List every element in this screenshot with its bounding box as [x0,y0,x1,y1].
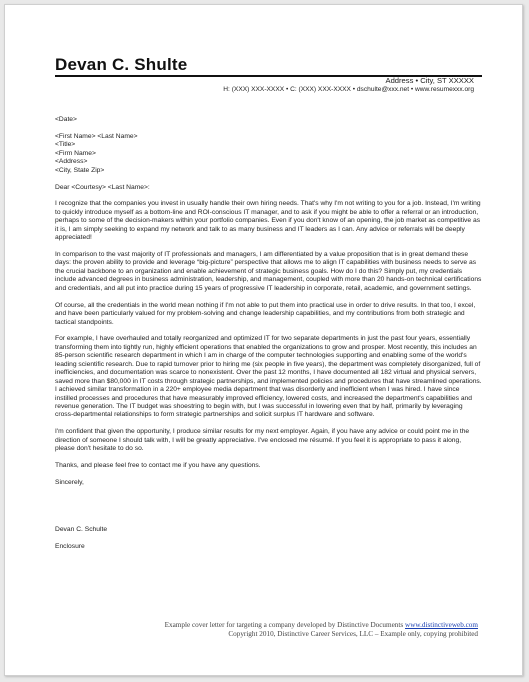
sender-address: Address • City, ST XXXXX [385,76,474,85]
recipient-name: <First Name> <Last Name> [55,132,138,140]
footer [5,621,478,639]
sender-name: Devan C. Shulte [55,55,188,74]
signature-space [55,496,482,526]
sender-contact: H: (XXX) XXX-XXXX • C: (XXX) XXX-XXXX • dschulte@xxx.net • www.resumexxx.org [223,86,474,93]
paragraph-value: In comparison to the vast majority of IT professionals and managers, I am differentiated by a value proposition that is in great demand these days: the proven ability to provide and leverage “big-picture” perspective that allows me to align IT capabilities with business needs to serve as the crucial backbone to an organization and enable achievement of strategic business goals. How do I do this? Simply put, my credentials include advanced degrees in business administration, leadership, and management, coupled with more than 20 hands-on technical certifications and credentials, and all put into practice during 15 years of progressive IT leadership in corporate, retail, academic, and government settings. [55,251,482,292]
footer-credit: Example cover letter for targeting a company developed by Distinctive Documents [164,621,404,629]
paragraph-example: For example, I have overhauled and totally reorganized and optimized IT for two separate departments in just the past four years, essentially transforming them into tightly run, highly efficient operations that enabled the organizations to grow and prosper. Most recently, this includes an 85-person scientific research department in which I am in charge of the computer technologies supporting and enabling some of the world's leading scientific research. Due to rapid turnover prior to hiring me (six people in five years), the department was completely disorganized, full of inefficiencies, and documentation was scarce to nonexistent. Over the past 12 months, I have documented all 182 virtual and physical servers, saved more than $80,000 in IT costs through strategic partnerships, and implemented policies and procedures that have streamlined operations. I achieved similar transformation in a 220+ employee media department that was disorderly and inefficient when I was hired. I have since instilled processes and procedures that have measurably improved efficiency, lowered costs, and increased the department's capabilities and revenue generation. The IT budget was shoestring to begin with, but I was successful in lowering even that by half, primarily by leveraging cross-departmental relationships to form strategic partnerships and solicit surplus IT hardware and software. [55,335,482,419]
footer-copyright: Copyright 2010, Distinctive Career Services, LLC – Example only, copying prohibited [228,630,478,638]
recipient-firm: <Firm Name> [55,149,96,157]
letter-date: <Date> [55,116,77,123]
paragraph-confident: I'm confident that given the opportunity, I produce similar results for my next employer. Again, if you have any advice or could point me in the direction of someone I should talk with, I will be greatly appreciative. I've enclosed me résumé. If you feel it is appropriate to pass it along, please don't hesitate to do so. [55,428,470,453]
recipient-title: <Title> [55,141,76,149]
recipient-block [55,133,482,175]
closing: Sincerely, [55,478,84,486]
recipient-address: <Address> [55,158,88,166]
letter-page [4,4,523,676]
footer-link[interactable]: www.distinctiveweb.com [405,621,478,629]
paragraph-intro: I recognize that the companies you invest in usually handle their own hiring needs. That's why I'm not writing to you for a job. Instead, I'm writing to quickly introduce myself as a bottom-line and ROI-conscious IT manager, and to ask if you might be able to offer a referral or an introduction, perhaps to some of the decision-makers within your portfolio companies. Even if you don't know of an opening, the job market as competitive as it is, I am simply seeking to expand my network and talk to as many business and IT leaders as I can. Any advice or referrals will be deeply appreciated! [55,200,481,242]
signature-name: Devan C. Schulte [55,525,108,533]
footer-line-1 [5,621,478,630]
salutation: Dear <Courtesy> <Last Name>: [55,183,150,191]
paragraph-results: Of course, all the credentials in the world mean nothing if I'm not able to put them into practical use in order to drive results. In that too, I excel, and have been particularly valued for my problem-solving and change leadership capabilities, and my contributions from both strategic and tactical standpoints. [55,301,476,326]
paragraph-thanks: Thanks, and please feel free to contact me if you have any questions. [55,462,261,470]
recipient-city: <City, State Zip> [55,166,105,174]
enclosure: Enclosure [55,542,85,550]
letter-body [55,116,482,559]
